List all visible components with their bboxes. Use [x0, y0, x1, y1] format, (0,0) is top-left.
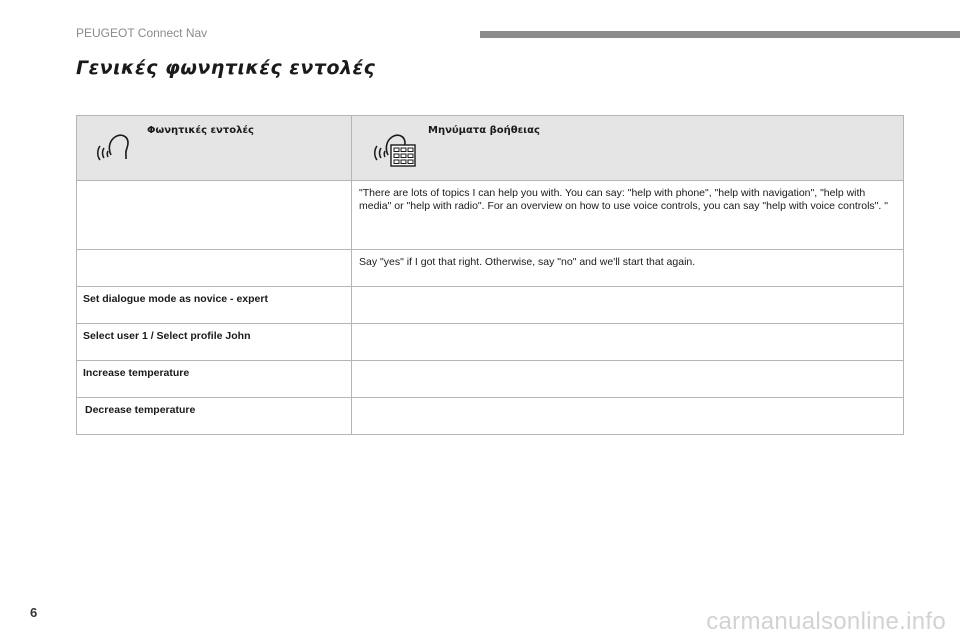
command-cell: [77, 287, 352, 324]
table-row: [77, 324, 904, 361]
header-brand: PEUGEOT Connect Nav: [76, 26, 208, 40]
help-message: Say "yes" if I got that right. Otherwise, say "no" and we'll start that again.: [359, 256, 696, 268]
table-header-row: [77, 116, 904, 181]
voice-command: Increase temperature: [83, 367, 190, 379]
header-label-commands: Φωνητικές εντολές: [147, 125, 254, 136]
help-cell: [352, 361, 904, 398]
table-row: [77, 361, 904, 398]
voice-commands-table: [76, 115, 904, 435]
command-cell: [77, 181, 352, 250]
help-cell: [352, 324, 904, 361]
voice-command-icon: [95, 125, 131, 167]
table-row: [77, 250, 904, 287]
voice-command: Decrease temperature: [85, 404, 196, 416]
help-message: "There are lots of topics I can help you with. You can say: "help with phone", "help with navigation", "help with media" or "help with radio". For an overview on how to use voice controls, you can say "help with voice controls". ": [359, 187, 888, 212]
voice-command: Set dialogue mode as novice - expert: [83, 293, 268, 305]
header-cell-commands: [77, 116, 352, 181]
watermark: carmanualsonline.info: [706, 608, 946, 635]
command-cell: [77, 398, 352, 435]
help-cell: [352, 250, 904, 287]
voice-command: Select user 1 / Select profile John: [83, 330, 251, 342]
table-row: [77, 181, 904, 250]
command-cell: [77, 324, 352, 361]
header-label-help: Μηνύματα βοήθειας: [428, 125, 540, 136]
help-cell: [352, 181, 904, 250]
help-cell: [352, 287, 904, 324]
command-cell: [77, 250, 352, 287]
page-title: Γενικές φωνητικές εντολές: [76, 57, 376, 79]
page-number: 6: [30, 605, 38, 620]
table-row: [77, 287, 904, 324]
help-cell: [352, 398, 904, 435]
header-cell-help: [352, 116, 904, 181]
header-bar: [480, 31, 960, 38]
command-cell: [77, 361, 352, 398]
voice-help-keypad-icon: [372, 125, 416, 171]
table-row: [77, 398, 904, 435]
